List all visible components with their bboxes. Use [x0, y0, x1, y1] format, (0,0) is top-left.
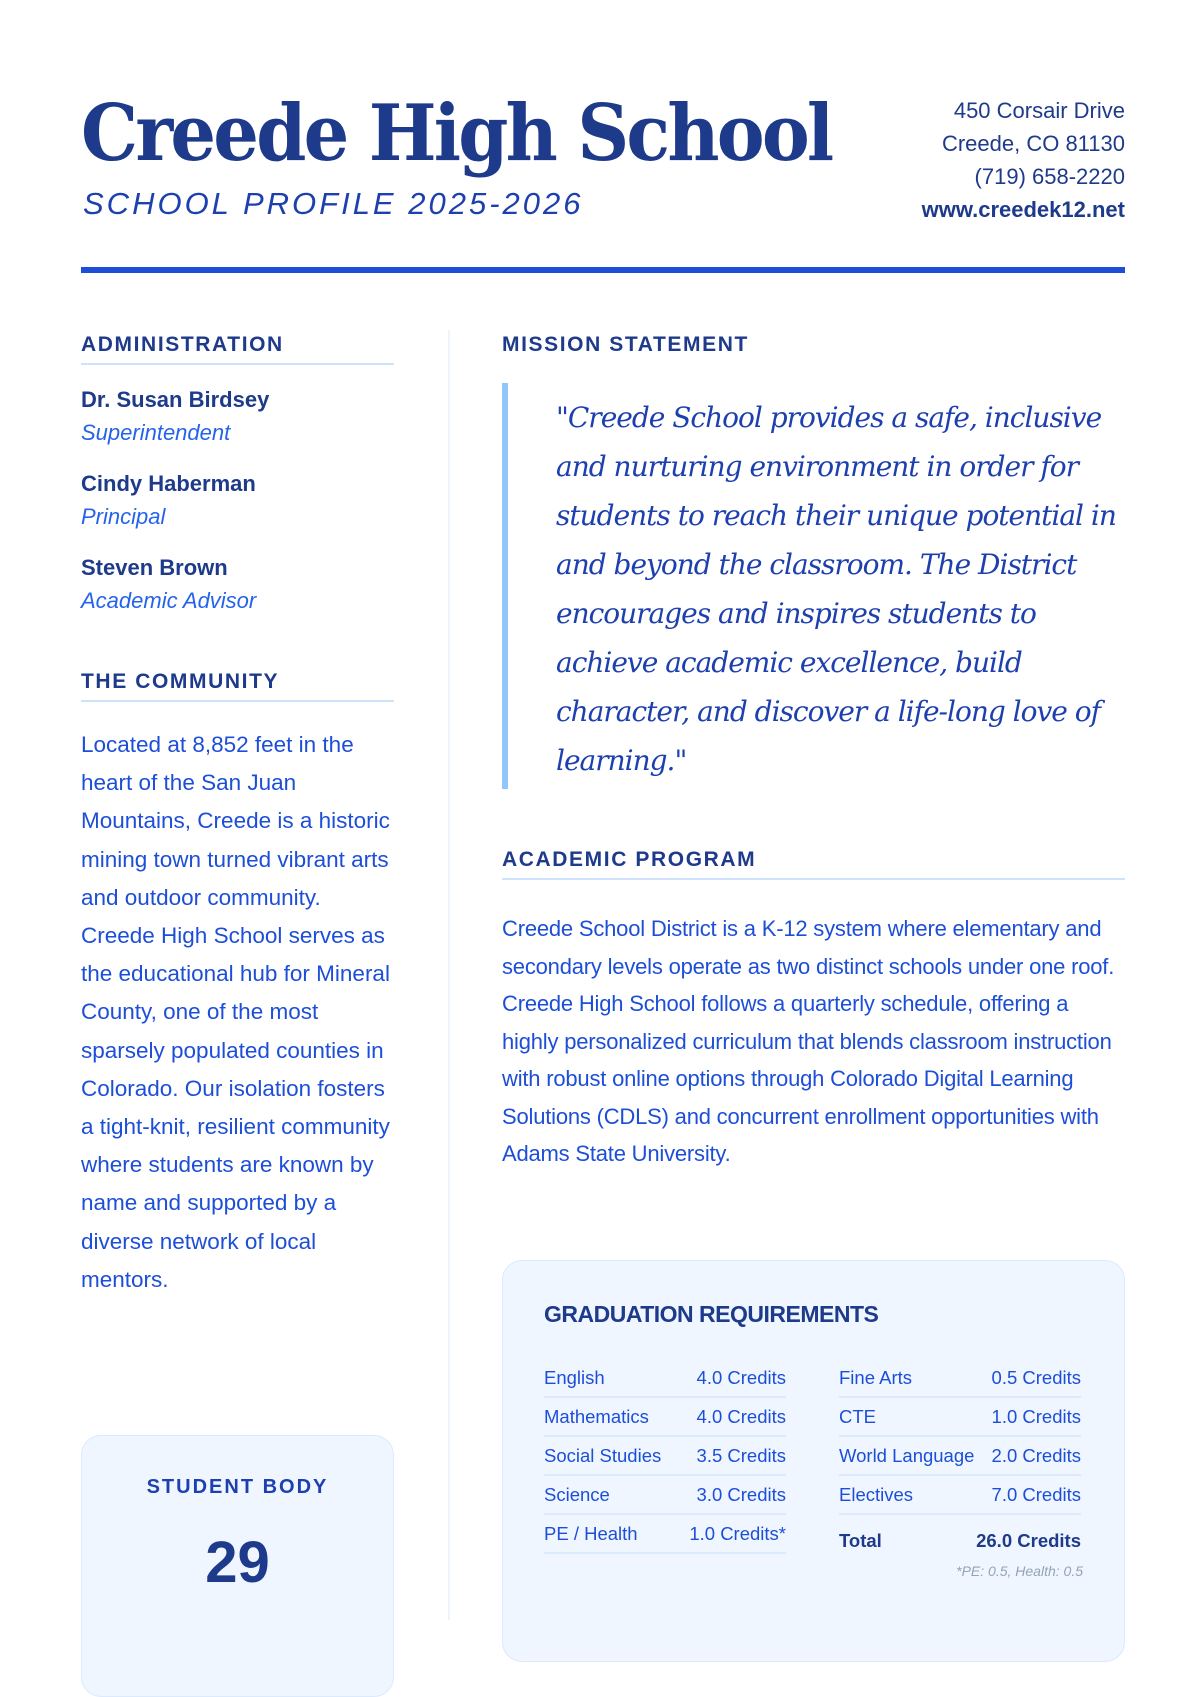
admin-role: Principal	[81, 504, 166, 529]
total-credits: 26.0 Credits	[976, 1530, 1081, 1551]
requirement-row	[544, 1515, 786, 1554]
profile-subtitle: SCHOOL PROFILE 2025-2026	[83, 186, 584, 221]
admin-person	[81, 383, 394, 449]
right-column	[502, 330, 1125, 1579]
requirement-row	[839, 1476, 1081, 1515]
header	[81, 86, 1125, 236]
admin-role: Academic Advisor	[81, 588, 257, 613]
administration-section	[81, 330, 394, 617]
requirement-subject: Mathematics	[544, 1405, 649, 1427]
requirement-subject: Fine Arts	[839, 1366, 912, 1388]
mission-heading: MISSION STATEMENT	[502, 333, 749, 356]
requirement-subject: Electives	[839, 1483, 914, 1505]
student-body-label: STUDENT BODY	[146, 1476, 329, 1498]
address-line1: 450 Corsair Drive	[953, 98, 1125, 123]
graduation-requirements-card	[502, 1260, 1125, 1662]
requirement-credits: 3.0 Credits	[696, 1483, 786, 1505]
student-body-count: 29	[205, 1530, 270, 1595]
mission-quote: "Creede School provides a safe, inclusive and nurturing environment in order for students to reach their unique potential in and beyond the classroom. The District encourages and inspires students to achieve academic excellence, build character, and discover a life-long love of learning."	[502, 383, 1125, 789]
admin-role: Superintendent	[81, 420, 231, 445]
address-line2: Creede, CO 81130	[941, 131, 1125, 156]
section-underline	[502, 878, 1125, 880]
pe-health-footnote: *PE: 0.5, Health: 0.5	[956, 1563, 1083, 1579]
admin-person	[81, 551, 394, 617]
requirement-subject: CTE	[839, 1405, 876, 1427]
requirement-subject: Science	[544, 1483, 610, 1505]
requirement-row	[544, 1359, 786, 1398]
requirement-row	[544, 1476, 786, 1515]
contact-block	[922, 94, 1125, 226]
requirement-credits: 7.0 Credits	[991, 1483, 1081, 1505]
requirement-credits: 1.0 Credits	[991, 1405, 1081, 1427]
requirement-row	[839, 1437, 1081, 1476]
requirement-subject: World Language	[839, 1444, 975, 1466]
requirements-right-column	[839, 1359, 1081, 1567]
requirement-row	[839, 1359, 1081, 1398]
academic-text: Creede School District is a K-12 system where elementary and secondary levels operate as two distinct schools under one roof. Creede High School follows a quarterly schedule, offering a highly personalized curriculum that blends classroom instruction with robust online options through Colorado Digital Learning Solutions (CDLS) and concurrent enrollment opportunities with Adams State University.	[502, 916, 1115, 1166]
requirement-credits: 0.5 Credits	[991, 1366, 1081, 1388]
admin-name: Steven Brown	[81, 555, 228, 580]
header-divider	[81, 267, 1125, 273]
requirement-subject: Social Studies	[544, 1444, 662, 1466]
website-link[interactable]: www.creedek12.net	[921, 197, 1125, 222]
requirement-subject: PE / Health	[544, 1522, 638, 1544]
requirement-credits: 2.0 Credits	[991, 1444, 1081, 1466]
requirements-left-column	[544, 1359, 786, 1554]
phone-number: (719) 658-2220	[974, 164, 1125, 189]
graduation-title: GRADUATION REQUIREMENTS	[544, 1301, 879, 1327]
total-label: Total	[839, 1530, 882, 1551]
mission-section	[502, 330, 1125, 789]
admin-person	[81, 467, 394, 533]
community-text: Located at 8,852 feet in the heart of the San Juan Mountains, Creede is a historic mining town turned vibrant arts and outdoor community. Creede High School serves as the educational hub for Mineral County, one of the most sparsely populated counties in Colorado. Our isolation fosters a tight-knit, resilient community where students are known by name and supported by a diverse network of local mentors.	[81, 732, 390, 1292]
section-underline	[81, 700, 394, 702]
total-row	[839, 1515, 1081, 1567]
requirement-credits: 1.0 Credits*	[689, 1522, 786, 1544]
section-underline	[81, 363, 394, 365]
requirement-row	[544, 1437, 786, 1476]
requirement-subject: English	[544, 1366, 605, 1388]
requirement-credits: 4.0 Credits	[696, 1405, 786, 1427]
academic-heading: ACADEMIC PROGRAM	[502, 848, 757, 871]
column-divider	[448, 330, 450, 1620]
admin-name: Dr. Susan Birdsey	[81, 387, 270, 412]
requirement-credits: 4.0 Credits	[696, 1366, 786, 1388]
community-heading: THE COMMUNITY	[81, 670, 280, 693]
school-title: Creede High School	[81, 88, 832, 179]
academic-section	[502, 845, 1125, 1173]
requirement-row	[839, 1398, 1081, 1437]
requirement-credits: 3.5 Credits	[696, 1444, 786, 1466]
student-body-card	[81, 1435, 394, 1697]
community-section	[81, 667, 394, 1299]
administration-heading: ADMINISTRATION	[81, 333, 284, 356]
left-column	[81, 330, 394, 1595]
requirement-row	[544, 1398, 786, 1437]
admin-name: Cindy Haberman	[81, 471, 256, 496]
